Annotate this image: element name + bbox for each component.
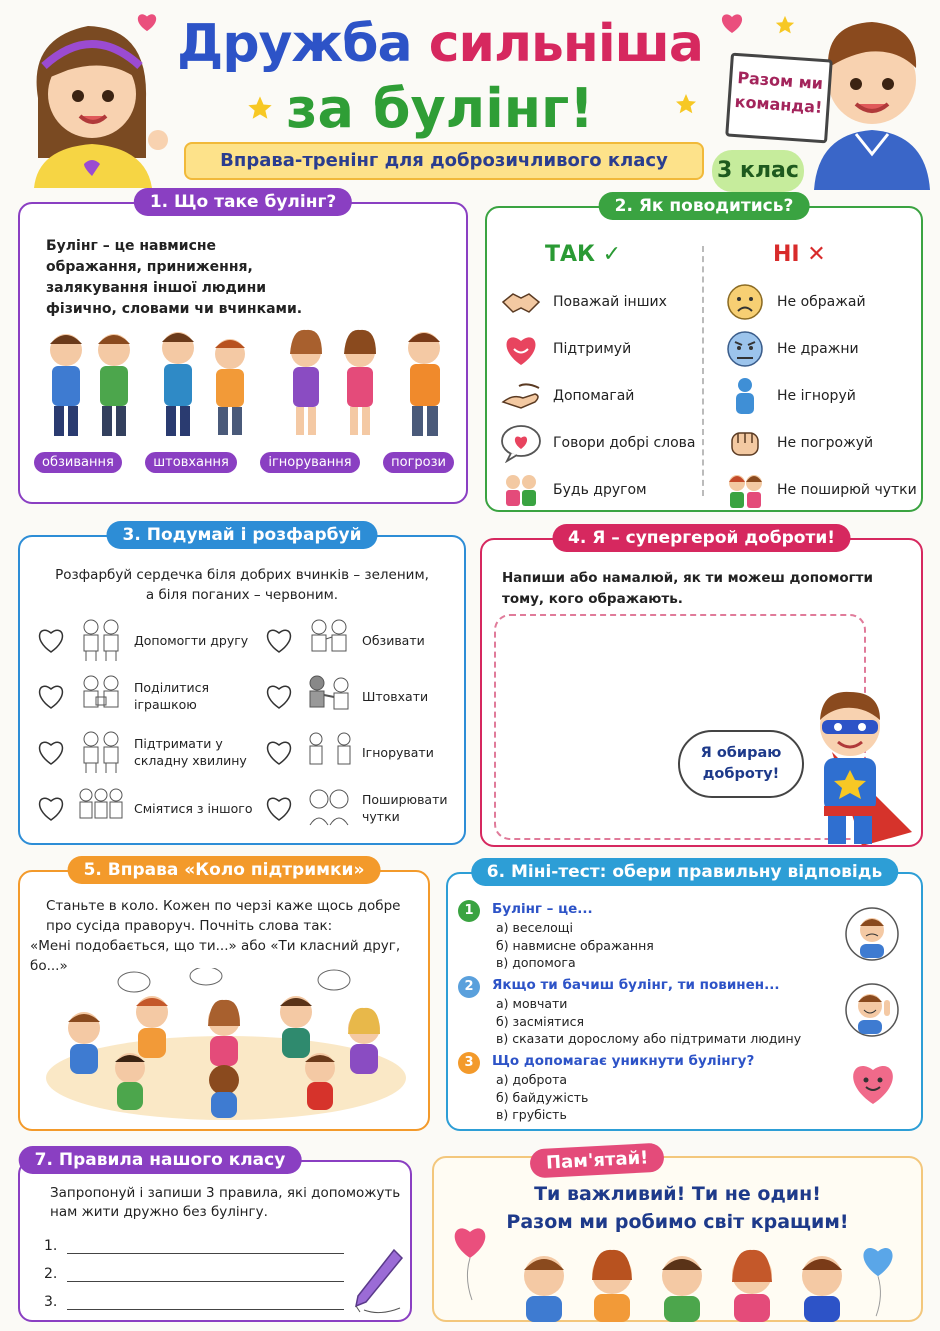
section-class-rules: [18, 1150, 412, 1322]
do-item-text: Поважай інших: [553, 293, 667, 310]
section-superhero: [480, 528, 923, 847]
answer-option[interactable]: в) сказати дорослому або підтримати людину: [496, 1031, 802, 1046]
dont-list: [723, 278, 933, 513]
message-line: Разом ми робимо світ кращим!: [506, 1211, 849, 1233]
section-title: 3. Подумай і розфарбуй: [107, 521, 378, 549]
fist-icon: [723, 423, 767, 463]
kids-circle-illustration: [34, 968, 418, 1126]
answer-option[interactable]: б) навмисне ображання: [496, 937, 654, 953]
section-remember: [432, 1147, 923, 1322]
deed-label: Поділитися іграшкою: [134, 680, 210, 712]
page-title: [160, 14, 720, 74]
list-item: [723, 325, 933, 372]
kids-sketch-icon: [304, 729, 354, 775]
dont-item-text: Не поширюй чутки: [777, 481, 917, 498]
list-item: [723, 419, 933, 466]
subtitle-ribbon: Вправа-тренінг для доброзичливого класу: [184, 142, 704, 180]
do-item-text: Допомагай: [553, 387, 635, 404]
section-mini-test: [446, 862, 923, 1131]
section-title: 6. Міні-тест: обери правильну відповідь: [471, 858, 899, 886]
do-item-text: Говори добрі слова: [553, 434, 696, 451]
list-item: [499, 325, 709, 372]
message-line: Ти важливий! Ти не один!: [534, 1183, 821, 1205]
title-word-2: сильніша: [428, 14, 703, 74]
list-item: [499, 466, 709, 513]
question-number: 1: [458, 900, 480, 922]
do-list: [499, 278, 709, 513]
remember-message: [434, 1180, 921, 1236]
deed-item: [36, 785, 254, 831]
question-text: Якщо ти бачиш булінг, ти повинен...: [492, 977, 780, 993]
deed-label: Штовхати: [362, 688, 429, 704]
heart-balloon-icon: [858, 1242, 898, 1318]
helping-hands-icon: [499, 376, 543, 416]
team-sign: Разом ми команда!: [725, 53, 833, 144]
kids-sketch-icon: [76, 617, 126, 663]
list-item: [723, 466, 933, 513]
dont-item-text: Не ігноруй: [777, 387, 856, 404]
section-title: 4. Я – супергерой доброти!: [552, 524, 851, 552]
instruction-line: а біля поганих – червоним.: [145, 587, 339, 603]
kids-sketch-icon: [304, 673, 354, 719]
sad-face-icon: [723, 282, 767, 322]
kids-sketch-icon: [304, 617, 354, 663]
list-item: [499, 372, 709, 419]
bullying-types: [34, 452, 454, 473]
section-title: 7. Правила нашого класу: [19, 1146, 302, 1174]
bubble-line: доброту!: [702, 766, 780, 782]
heart-outline-icon[interactable]: [36, 682, 66, 710]
list-item: [723, 278, 933, 325]
heart-outline-icon[interactable]: [264, 794, 294, 822]
bubble-line: Я обираю: [700, 745, 782, 761]
dont-item-text: Не ображай: [777, 293, 866, 310]
question-3: [458, 1052, 838, 1124]
tag-name-calling: обзивання: [34, 452, 122, 473]
section-think-and-color: [18, 525, 466, 845]
answer-option[interactable]: а) веселощі: [496, 920, 574, 935]
question-text: Що допомагає уникнути булінгу?: [492, 1053, 755, 1069]
no-header: НІ ✕: [773, 242, 826, 267]
superhero-instruction: Напиши або намалюй, як ти можеш допомогти тому, кого ображають.: [502, 570, 873, 607]
section-title: 2. Як поводитись?: [599, 192, 810, 220]
sad-boy-avatar: [844, 906, 900, 962]
coloring-instruction: [20, 565, 464, 605]
handshake-icon: [499, 282, 543, 322]
friends-icon: [499, 470, 543, 510]
speech-bubble: [678, 730, 804, 798]
deed-label: Ігнорувати: [362, 744, 434, 760]
answer-option[interactable]: в) грубість: [496, 1107, 567, 1122]
section-title: Пам'ятай!: [529, 1143, 665, 1179]
answer-option[interactable]: б) байдужість: [496, 1089, 589, 1105]
rule-line[interactable]: [44, 1238, 344, 1254]
heart-icon: [499, 329, 543, 369]
answer-option[interactable]: а) доброта: [496, 1072, 568, 1087]
whisper-icon: [723, 470, 767, 510]
list-item: [723, 372, 933, 419]
heart-outline-icon[interactable]: [36, 626, 66, 654]
section-title: 1. Що таке булінг?: [134, 188, 352, 216]
instruction-line: Розфарбуй сердечка біля добрих вчинків – зеленим,: [55, 567, 429, 583]
kids-sketch-icon: [76, 673, 126, 719]
answer-options: [496, 995, 838, 1048]
heart-outline-icon[interactable]: [36, 794, 66, 822]
star-icon: [674, 92, 698, 116]
answer-option[interactable]: в) допомога: [496, 955, 576, 970]
person-icon: [723, 376, 767, 416]
heart-icon: [720, 12, 744, 34]
do-item-text: Підтримуй: [553, 340, 632, 357]
smiling-heart-icon: [848, 1060, 898, 1106]
heart-outline-icon[interactable]: [264, 682, 294, 710]
title-word-1: Дружба: [177, 14, 412, 74]
rule-number: 3.: [44, 1294, 58, 1310]
friends-group-illustration: [504, 1238, 864, 1322]
kids-sketch-icon: [76, 729, 126, 775]
support-instruction: [30, 896, 422, 976]
answer-option[interactable]: б) засміятися: [496, 1013, 584, 1029]
bullying-definition: Булінг – це навмисне ображання, приниження, залякування іншої людини фізично, словами чи вчинками.: [46, 238, 303, 317]
superhero-illustration: [802, 682, 922, 846]
deed-item: [264, 785, 482, 831]
question-1: [458, 900, 838, 972]
deed-label: Поширювати чутки: [362, 792, 448, 824]
rule-line[interactable]: [44, 1266, 344, 1282]
list-item: [499, 419, 709, 466]
kids-sketch-icon: [76, 785, 126, 831]
answer-options: [496, 919, 838, 972]
question-number: 3: [458, 1052, 480, 1074]
boy-waving-avatar: [844, 982, 900, 1038]
dont-item-text: Не дражни: [777, 340, 859, 357]
question-number: 2: [458, 976, 480, 998]
heart-outline-icon[interactable]: [264, 738, 294, 766]
rules-instruction: Запропонуй і запиши 3 правила, які допоможуть нам жити дружно без булінгу.: [50, 1185, 401, 1220]
speech-heart-icon: [499, 423, 543, 463]
star-icon: [774, 14, 796, 36]
pen-icon: [350, 1246, 406, 1316]
answer-options: [496, 1071, 838, 1124]
section-what-is-bullying: [18, 192, 468, 504]
bullying-scenes-illustration: [30, 322, 460, 442]
rule-number: 1.: [44, 1238, 58, 1254]
list-item: [499, 278, 709, 325]
heart-outline-icon[interactable]: [36, 738, 66, 766]
section-how-to-behave: [485, 196, 923, 512]
deed-label: Сміятися з іншого: [134, 800, 253, 816]
deed-label: Підтримати у складну хвилину: [134, 736, 247, 768]
question-text: Булінг – це...: [492, 901, 593, 917]
question-2: [458, 976, 838, 1048]
page-title-line2: за булінг!: [286, 77, 594, 140]
tag-pushing: штовхання: [145, 452, 237, 473]
answer-option[interactable]: а) мовчати: [496, 996, 568, 1011]
star-icon: [246, 94, 274, 122]
girl-illustration: [18, 8, 168, 188]
deed-item: [264, 617, 482, 663]
kids-sketch-icon: [304, 785, 354, 831]
deed-item: [264, 729, 482, 775]
yes-header: ТАК ✓: [545, 242, 622, 267]
angry-face-icon: [723, 329, 767, 369]
deed-label: Обзивати: [362, 632, 425, 648]
instruction-text: Станьте в коло. Кожен по черзі каже щось добре про сусіда праворуч. Почніть слова так:: [46, 898, 401, 934]
heart-icon: [136, 12, 158, 32]
dont-item-text: Не погрожуй: [777, 434, 874, 451]
deed-item: [36, 729, 254, 775]
deed-item: [264, 673, 482, 719]
section-title: 5. Вправа «Коло підтримки»: [68, 856, 381, 884]
rule-line[interactable]: [44, 1294, 344, 1310]
rule-number: 2.: [44, 1266, 58, 1282]
phrase-example: «Мені подобається, що ти...» або «Ти класний друг, бо...»: [30, 938, 401, 974]
deed-item: [36, 673, 254, 719]
do-item-text: Будь другом: [553, 481, 647, 498]
heart-balloon-icon: [450, 1222, 490, 1302]
section-support-circle: [18, 860, 430, 1131]
grade-badge: 3 клас: [712, 150, 804, 192]
deed-item: [36, 617, 254, 663]
deed-label: Допомогти другу: [134, 632, 249, 648]
tag-ignoring: ігнорування: [260, 452, 359, 473]
heart-outline-icon[interactable]: [264, 626, 294, 654]
tag-threats: погрози: [383, 452, 454, 473]
